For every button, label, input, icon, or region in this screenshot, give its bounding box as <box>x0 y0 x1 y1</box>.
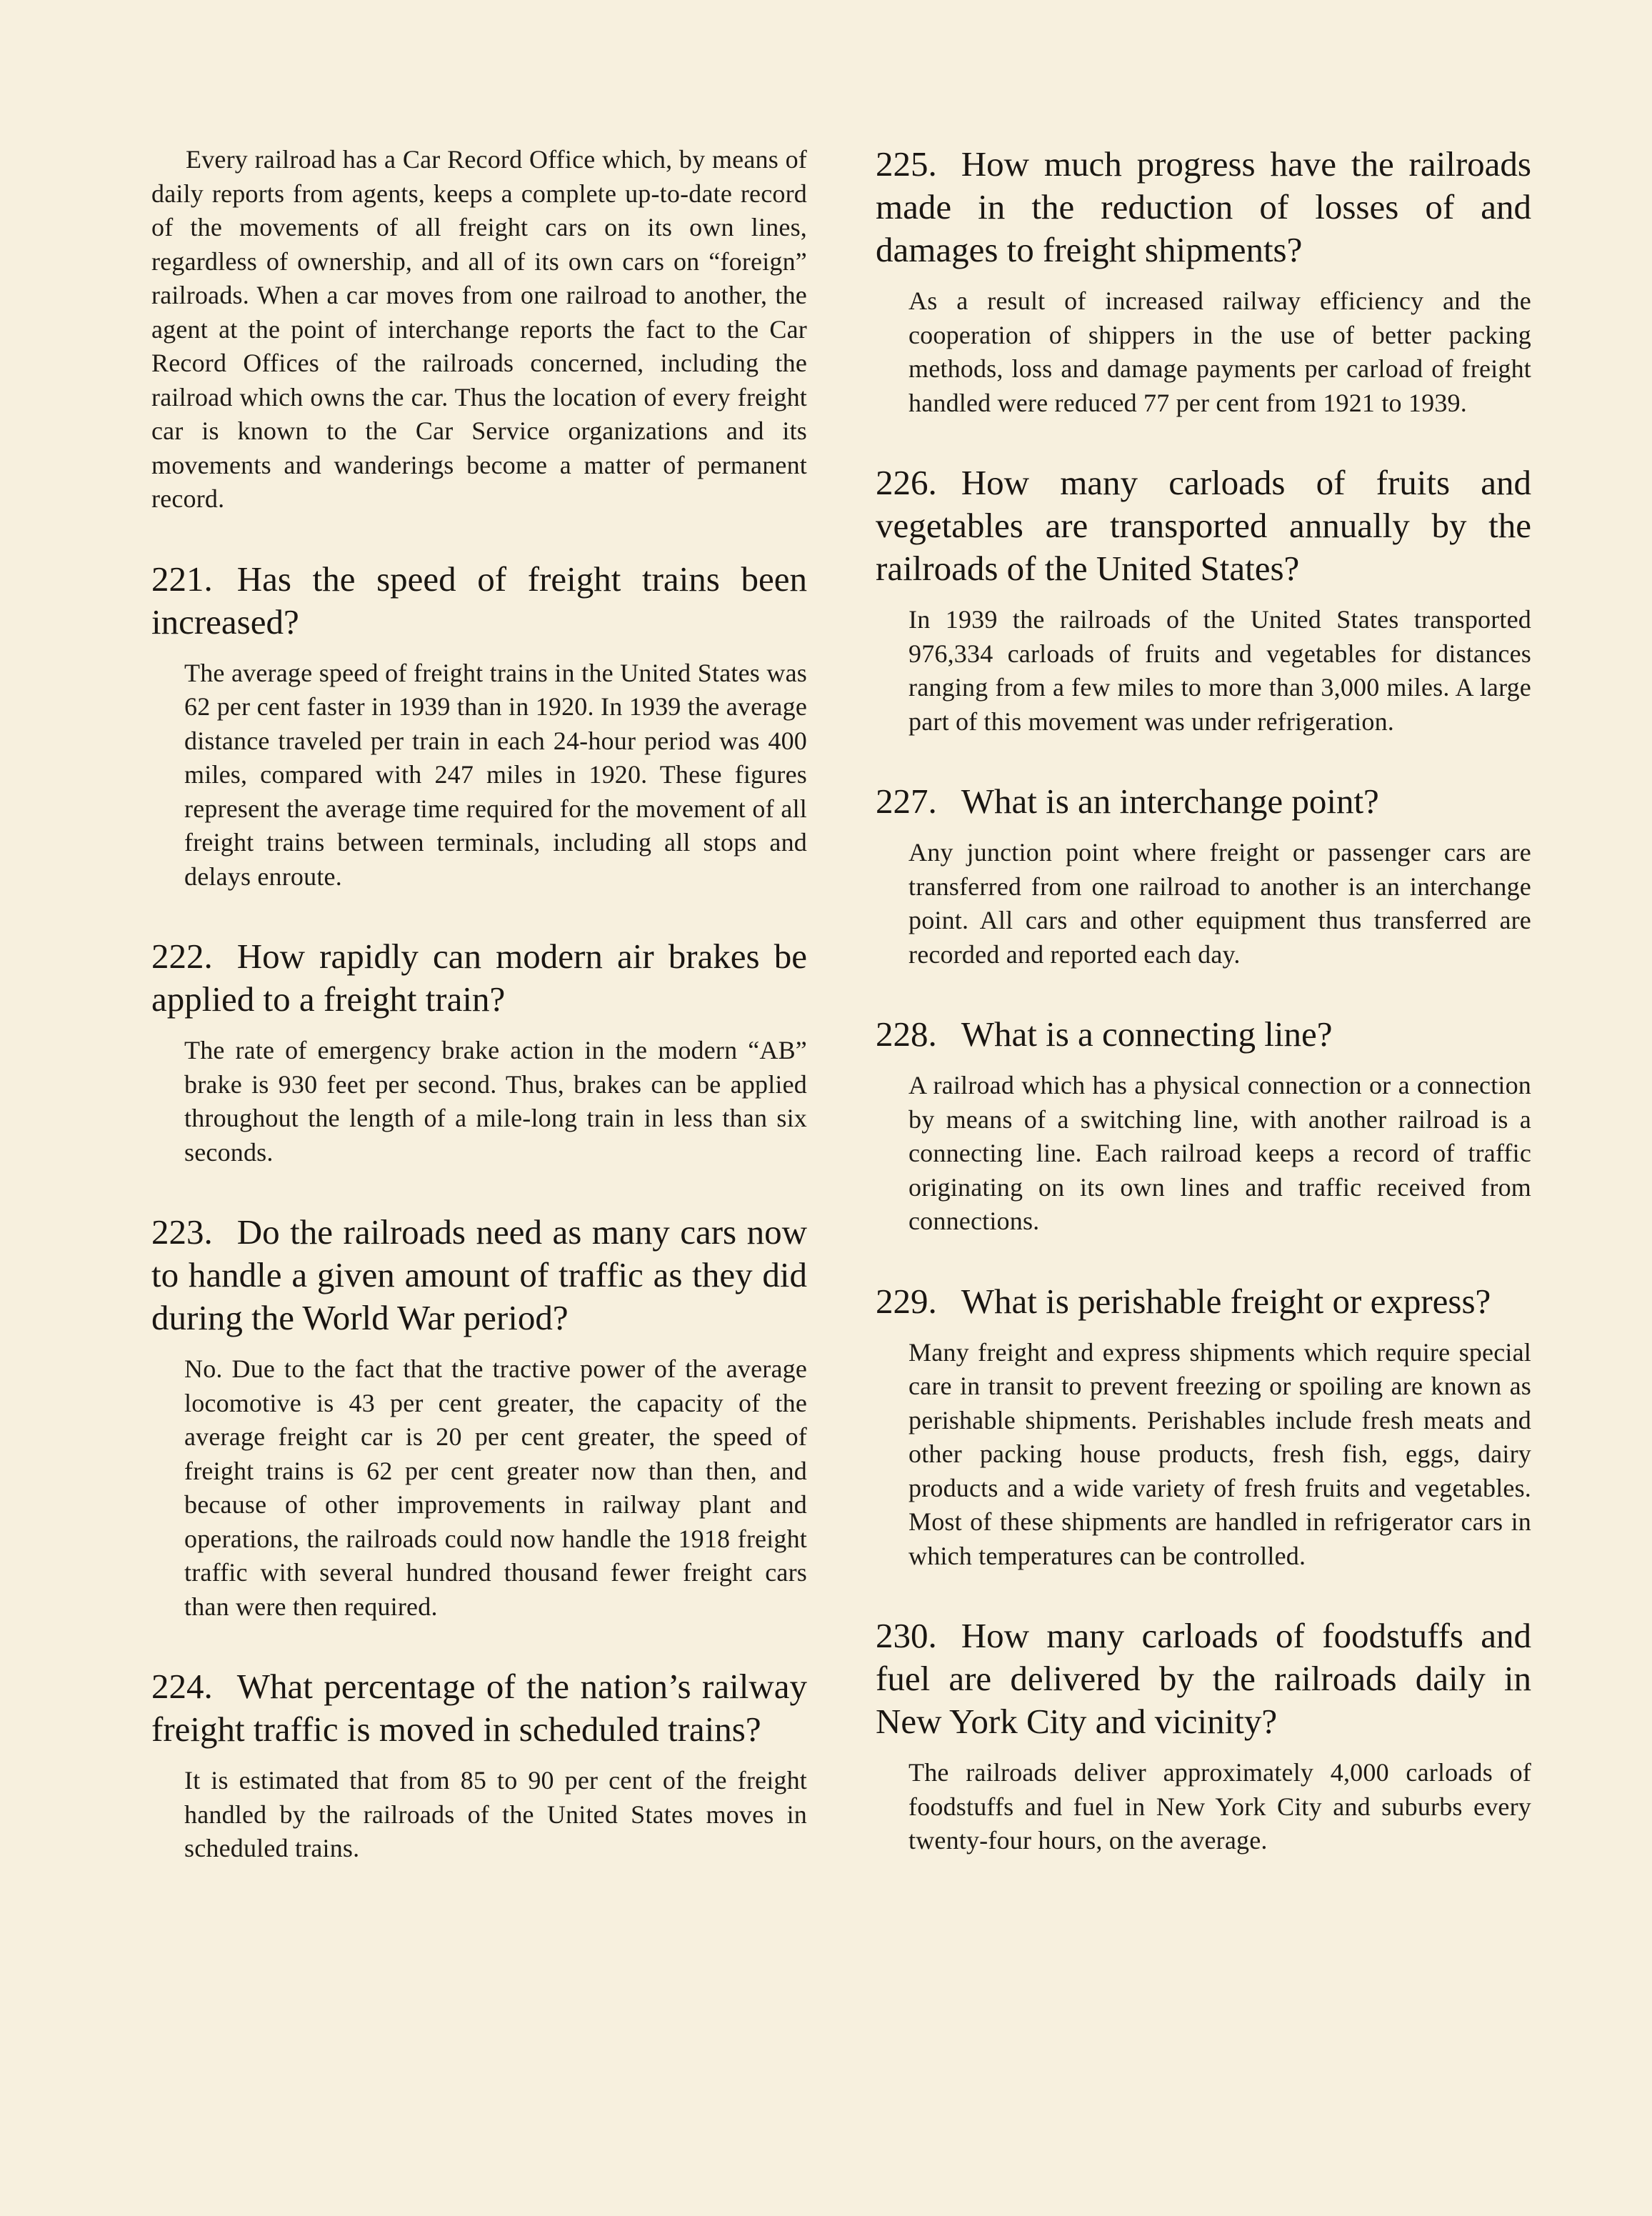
question-228 <box>876 1013 1531 1239</box>
question-text: Do the railroads need as many cars now to handle a given amount of traffic as they did during the World War period? <box>151 1212 807 1337</box>
question-heading <box>151 1665 807 1751</box>
question-text: How many carloads of fruits and vegetables are transported annually by the railroads of the United States? <box>876 463 1531 588</box>
answer-text: The average speed of freight trains in the United States was 62 per cent faster in 1939 than in 1920. In 1939 the average distance traveled per train in each 24-hour period was 400 miles, compared with 247 miles in 1920. These figures represent the average time required for the movement of all freight trains between terminals, including all stops and delays enroute. <box>184 658 807 891</box>
answer-text: Many freight and express shipments which require special care in transit to prevent freezing or spoiling are known as perishable shipments. Perishables include fresh meats and other packing house products, fresh fish, eggs, dairy products and a wide variety of fresh fruits and vegetables. Most of these shipments are handled in refrigerator cars in which temperatures can be controlled. <box>908 1337 1531 1570</box>
question-224 <box>151 1665 807 1866</box>
question-heading <box>876 461 1531 590</box>
question-heading <box>876 143 1531 271</box>
question-221 <box>151 558 807 894</box>
question-225 <box>876 143 1531 420</box>
question-heading <box>151 935 807 1021</box>
answer-text: As a result of increased railway efficiency and the cooperation of shippers in the use of better packing methods, loss and damage payments per carload of freight handled were reduced 77 per cent from 1921 to 1939. <box>908 286 1531 417</box>
question-number: 227. <box>876 782 937 821</box>
question-number: 224. <box>151 1667 213 1706</box>
question-text: Has the speed of freight trains been increased? <box>151 559 807 642</box>
question-text: What is a connecting line? <box>961 1014 1333 1054</box>
answer-text: It is estimated that from 85 to 90 per cent of the freight handled by the railroads of the United States moves in scheduled trains. <box>184 1766 807 1862</box>
question-230 <box>876 1614 1531 1858</box>
question-text: What is an interchange point? <box>961 782 1379 821</box>
question-heading <box>151 558 807 644</box>
right-column <box>876 143 1531 1858</box>
question-number: 230. <box>876 1616 937 1655</box>
question-229 <box>876 1280 1531 1574</box>
question-heading <box>151 1211 807 1339</box>
question-number: 223. <box>151 1212 213 1252</box>
question-text: How many carloads of foodstuffs and fuel are delivered by the railroads daily in New York City and vicinity? <box>876 1616 1531 1741</box>
question-heading <box>876 1614 1531 1743</box>
answer-text: No. Due to the fact that the tractive power of the average locomotive is 43 per cent greater, the capacity of the average freight car is 20 per cent greater, the speed of freight trains is 62 per cent greater now than then, and because of other improvements in railway plant and operations, the railroads could now handle the 1918 freight traffic with several hundred thousand fewer freight cars than were then required. <box>184 1354 807 1621</box>
question-number: 229. <box>876 1281 937 1321</box>
question-heading <box>876 780 1531 823</box>
question-227 <box>876 780 1531 972</box>
answer-text: The rate of emergency brake action in the modern “AB” brake is 930 feet per second. Thus, brakes can be applied throughout the length of a mile-long train in less than six seconds. <box>184 1036 807 1167</box>
intro-paragraph: Every railroad has a Car Record Office which, by means of daily reports from agents, keeps a complete up-to-date record of the movements of all freight cars on its own lines, regardless of ownership, and all of its own cars on “foreign” railroads. When a car moves from one railroad to another, the agent at the point of interchange reports the fact to the Car Record Offices of the railroads concerned, including the railroad which owns the car. Thus the location of every freight car is known to the Car Service organizations and its movements and wanderings become a matter of permanent record. <box>151 145 807 513</box>
question-226 <box>876 461 1531 739</box>
question-number: 225. <box>876 144 937 184</box>
answer-text: In 1939 the railroads of the United States transported 976,334 carloads of fruits and vegetables for distances ranging from a few miles to more than 3,000 miles. A large part of this movement was under refrigeration. <box>908 605 1531 736</box>
question-text: How much progress have the railroads made in the reduction of losses of and damages to freight shipments? <box>876 144 1531 269</box>
question-heading <box>876 1013 1531 1056</box>
question-223 <box>151 1211 807 1624</box>
question-heading <box>876 1280 1531 1323</box>
answer-text: The railroads deliver approximately 4,000 carloads of foodstuffs and fuel in New York City and suburbs every twenty-four hours, on the average. <box>908 1758 1531 1855</box>
question-number: 221. <box>151 559 213 599</box>
question-number: 222. <box>151 937 213 976</box>
question-text: What is perishable freight or express? <box>961 1281 1491 1321</box>
left-column <box>151 143 807 1866</box>
question-text: How rapidly can modern air brakes be applied to a freight train? <box>151 937 807 1019</box>
question-number: 228. <box>876 1014 937 1054</box>
question-text: What percentage of the nation’s railway freight traffic is moved in scheduled trains? <box>151 1667 807 1749</box>
answer-text: Any junction point where freight or passenger cars are transferred from one railroad to another is an interchange point. All cars and other equipment thus transferred are recorded and reported each day. <box>908 838 1531 969</box>
question-number: 226. <box>876 463 937 502</box>
answer-text: A railroad which has a physical connection or a connection by means of a switching line, with another railroad is a connecting line. Each railroad keeps a record of traffic originating on its own lines and traffic received from connections. <box>908 1071 1531 1235</box>
question-222 <box>151 935 807 1169</box>
